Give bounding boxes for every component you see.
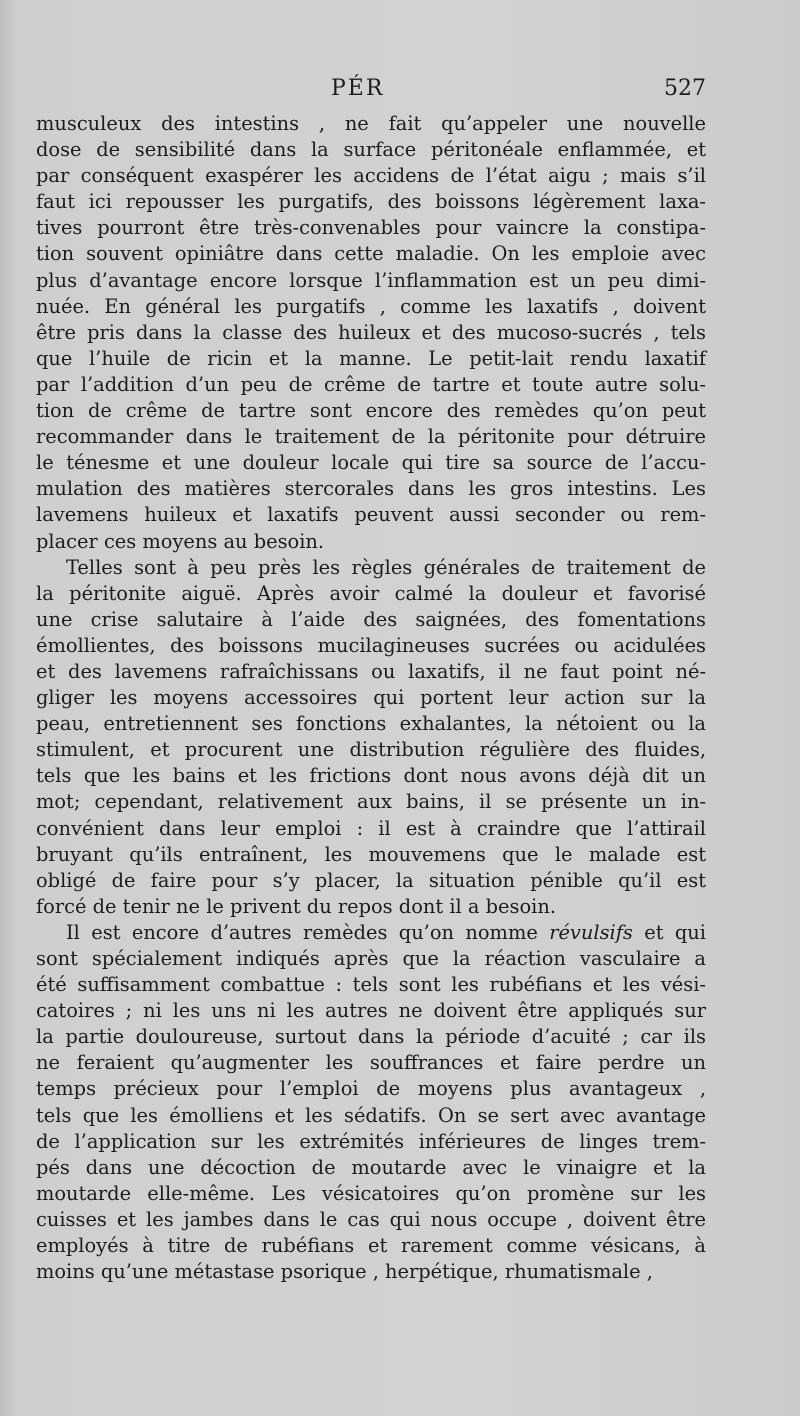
- text-line: la péritonite aiguë. Après avoir calmé la douleur et favorisé: [36, 581, 706, 605]
- text-line: moins qu’une métastase psorique , herpétique, rhumatismale ,: [36, 1260, 653, 1284]
- text-line: moutarde elle-même. Les vésicatoires qu’on promène sur les: [36, 1181, 706, 1205]
- paragraph: [36, 920, 706, 1285]
- text-line: par l’addition d’un peu de crême de tartre et toute autre solu-: [36, 372, 706, 396]
- text-line: catoires ; ni les uns ni les autres ne doivent être appliqués sur: [36, 999, 706, 1023]
- text-line: nuée. En général les purgatifs , comme les laxatifs , doivent: [36, 294, 706, 318]
- text-line: tives pourront être très-convenables pour vaincre la constipa-: [36, 216, 706, 240]
- text-line: faut ici repousser les purgatifs, des boissons légèrement laxa-: [36, 190, 706, 214]
- text-line: musculeux des intestins , ne fait qu’appeler une nouvelle: [36, 112, 706, 135]
- text-line: bruyant qu’ils entraînent, les mouvemens que le malade est: [36, 842, 706, 866]
- text-line: Telles sont à peu près les règles générales de traitement de: [66, 555, 706, 579]
- text-line: obligé de faire pour s’y placer, la situation pénible qu’il est: [36, 868, 706, 892]
- text-line: temps précieux pour l’emploi de moyens plus avantageux ,: [36, 1077, 706, 1101]
- text-line: peau, entretiennent ses fonctions exhalantes, la nétoient ou la: [36, 712, 706, 736]
- italic-term: révulsifs: [549, 920, 633, 944]
- text-line: par conséquent exaspérer les accidens de l’état aigu ; mais s’il: [36, 164, 706, 188]
- text-line: été suffisamment combattue : tels sont les rubéfians et les vési-: [36, 973, 706, 997]
- text-line: placer ces moyens au besoin.: [36, 529, 325, 553]
- text-line: sont spécialement indiqués après que la réaction vasculaire a: [36, 947, 706, 970]
- text-line: Il est encore d’autres remèdes qu’on nomme révulsifs et qui: [66, 920, 706, 944]
- text-line: tion souvent opiniâtre dans cette maladie. On les emploie avec: [36, 242, 706, 266]
- text-line: être pris dans la classe des huileux et des mucoso-sucrés , tels: [36, 320, 706, 344]
- body-text: [36, 111, 706, 1285]
- text-line: stimulent, et procurent une distribution régulière des fluides,: [36, 738, 706, 762]
- text-line: tion de crême de tartre sont encore des remèdes qu’on peut: [36, 399, 706, 423]
- text-line: pés dans une décoction de moutarde avec le vinaigre et la: [36, 1155, 706, 1179]
- running-head-title: PÉR: [331, 76, 385, 101]
- text-line: cuisses et les jambes dans le cas qui nous occupe , doivent être: [36, 1207, 706, 1231]
- text-line: le ténesme et une douleur locale qui tire sa source de l’accu-: [36, 451, 706, 475]
- text-line: employés à titre de rubéfians et rarement comme vésicans, à: [36, 1234, 706, 1258]
- text-line: tels que les émolliens et les sédatifs. On se sert avec avantage: [36, 1103, 706, 1127]
- text-line: et des lavemens rafraîchissans ou laxatifs, il ne faut point né-: [36, 659, 706, 683]
- text-line: tels que les bains et les frictions dont nous avons déjà dit un: [36, 764, 706, 788]
- text-line: ne feraient qu’augmenter les souffrances et faire perdre un: [36, 1051, 706, 1075]
- text-line: que l’huile de ricin et la manne. Le petit-lait rendu laxatif: [36, 346, 706, 370]
- text-line: recommander dans le traitement de la péritonite pour détruire: [36, 425, 706, 449]
- text-line: la partie douloureuse, surtout dans la période d’acuité ; car ils: [36, 1025, 706, 1049]
- paragraph: [36, 111, 706, 555]
- text-line: mulation des matières stercorales dans les gros intestins. Les: [36, 477, 706, 501]
- text-line: de l’application sur les extrémités inférieures de linges trem-: [36, 1129, 706, 1153]
- text-line: émollientes, des boissons mucilagineuses sucrées ou acidulées: [36, 633, 706, 657]
- text-line: forcé de tenir ne le privent du repos dont il a besoin.: [36, 894, 556, 918]
- running-head: [36, 76, 706, 106]
- text-line: une crise salutaire à l’aide des saignées, des fomentations: [36, 607, 706, 631]
- text-line: gliger les moyens accessoires qui portent leur action sur la: [36, 686, 706, 710]
- page-number: 527: [664, 76, 706, 101]
- paragraph: [36, 555, 706, 920]
- text-line: dose de sensibilité dans la surface péritonéale enflammée, et: [36, 138, 706, 162]
- text-line: mot; cependant, relativement aux bains, il se présente un in-: [36, 790, 706, 814]
- text-line: convénient dans leur emploi : il est à craindre que l’attirail: [36, 816, 706, 840]
- text-line: plus d’avantage encore lorsque l’inflammation est un peu dimi-: [36, 268, 706, 292]
- text-line: lavemens huileux et laxatifs peuvent aussi seconder ou rem-: [36, 503, 706, 527]
